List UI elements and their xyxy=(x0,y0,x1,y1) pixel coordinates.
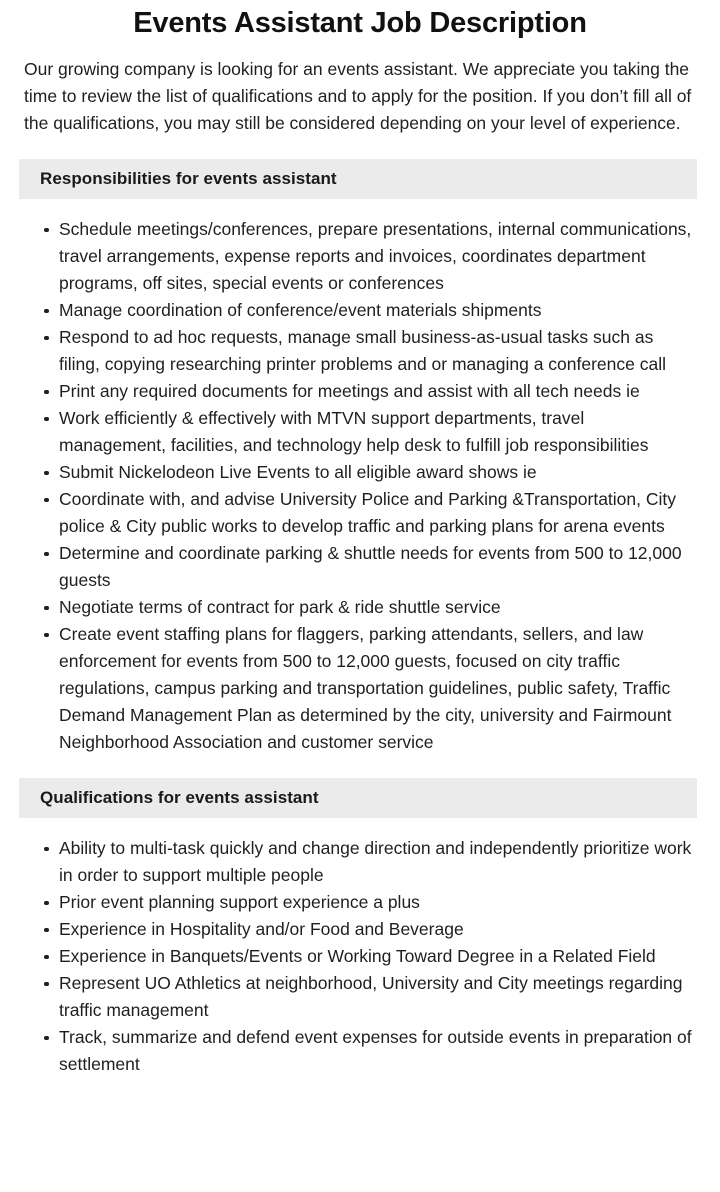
list-item: Create event staffing plans for flaggers, parking attendants, sellers, and law enforcement for events from 500 to 12,000 guests, focused on city traffic regulations, campus parking and transportation guidelines, public safety, Traffic Demand Management Plan as determined by the city, university and Fairmount Neighborhood Association and customer service xyxy=(24,621,692,756)
section-header-qualifications xyxy=(19,778,697,818)
section-heading-label: Responsibilities for events assistant xyxy=(40,169,337,188)
intro-paragraph: Our growing company is looking for an events assistant. We appreciate you taking the time to review the list of qualifications and to apply for the position. If you don’t fill all of the qualifications, you may still be considered depending on your level of experience. xyxy=(24,59,692,133)
list-item: Work efficiently & effectively with MTVN support departments, travel management, facilities, and technology help desk to fulfill job responsibilities xyxy=(24,405,692,459)
list-item: Schedule meetings/conferences, prepare presentations, internal communications, travel arrangements, expense reports and invoices, coordinates department programs, off sites, special events or conferences xyxy=(24,216,692,297)
list-item: Coordinate with, and advise University Police and Parking &Transportation, City police & City public works to develop traffic and parking plans for arena events xyxy=(24,486,692,540)
responsibilities-list xyxy=(0,199,720,756)
list-item: Determine and coordinate parking & shuttle needs for events from 500 to 12,000 guests xyxy=(24,540,692,594)
qualifications-list xyxy=(0,818,720,1112)
list-item: Negotiate terms of contract for park & ride shuttle service xyxy=(24,594,692,621)
section-header-responsibilities xyxy=(19,159,697,199)
list-item: Manage coordination of conference/event materials shipments xyxy=(24,297,692,324)
section-heading-label: Qualifications for events assistant xyxy=(40,788,319,807)
list-item: Track, summarize and defend event expenses for outside events in preparation of settlement xyxy=(24,1024,692,1078)
list-item: Experience in Hospitality and/or Food and Beverage xyxy=(24,916,692,943)
list-item: Print any required documents for meetings and assist with all tech needs ie xyxy=(24,378,692,405)
list-item: Represent UO Athletics at neighborhood, University and City meetings regarding traffic management xyxy=(24,970,692,1024)
list-item: Respond to ad hoc requests, manage small business-as-usual tasks such as filing, copying researching printer problems and or managing a conference call xyxy=(24,324,692,378)
list-item: Prior event planning support experience a plus xyxy=(24,889,692,916)
page-title: Events Assistant Job Description xyxy=(133,7,587,39)
list-item: Experience in Banquets/Events or Working Toward Degree in a Related Field xyxy=(24,943,692,970)
list-item: Ability to multi-task quickly and change direction and independently prioritize work in order to support multiple people xyxy=(24,835,692,889)
list-item: Submit Nickelodeon Live Events to all eligible award shows ie xyxy=(24,459,692,486)
section-qualifications xyxy=(0,778,720,1112)
section-responsibilities xyxy=(0,159,720,756)
